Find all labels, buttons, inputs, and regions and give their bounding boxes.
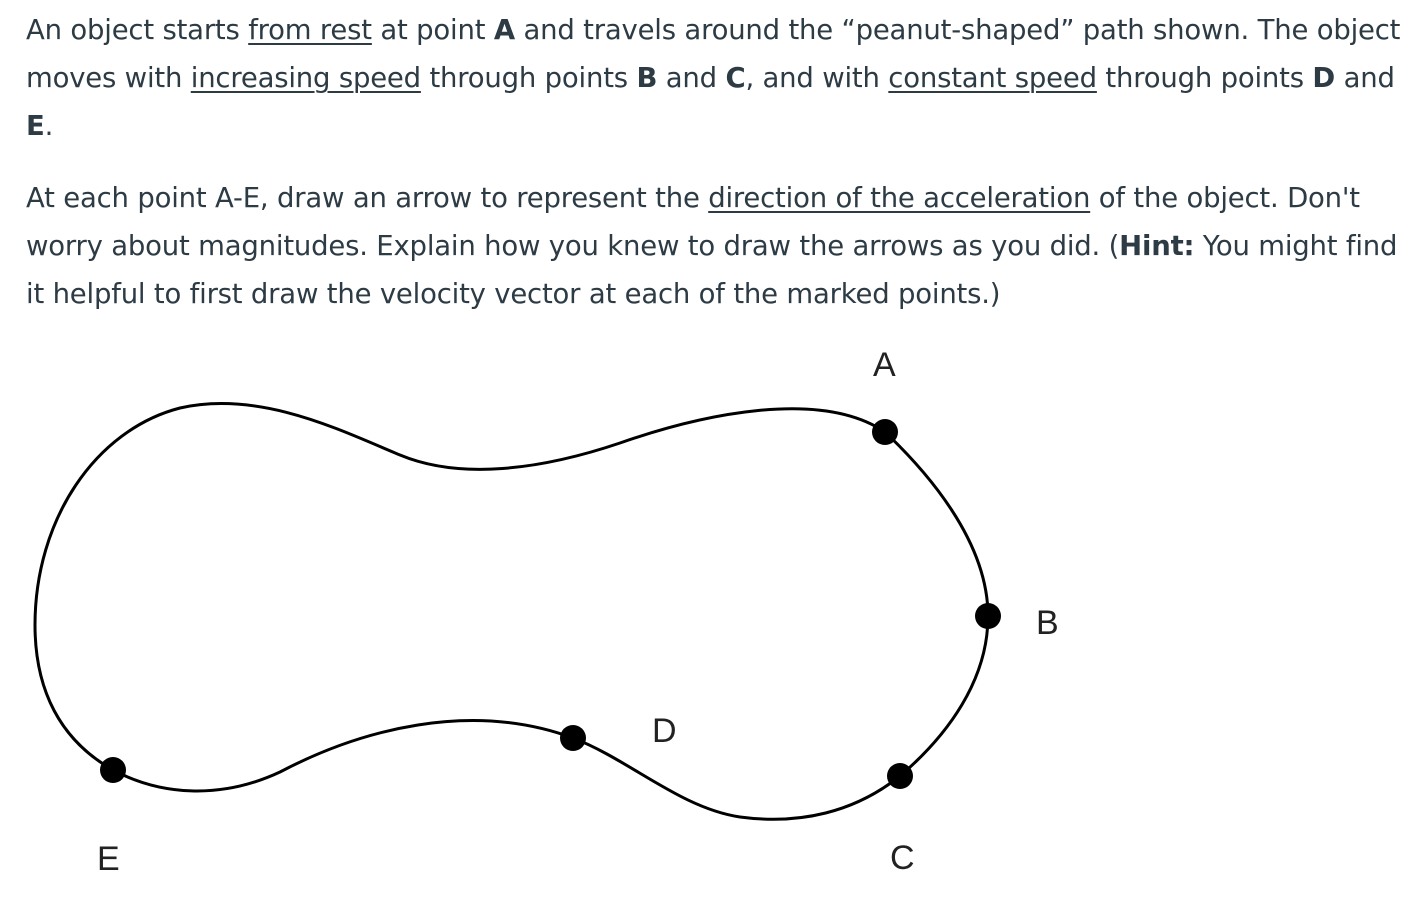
point-e-dot xyxy=(100,757,126,783)
label-e: E xyxy=(97,840,120,878)
text-segment: through points xyxy=(420,62,637,94)
underlined-phrase-constant-speed: constant speed xyxy=(888,62,1097,94)
text-segment: An object starts xyxy=(26,14,249,46)
underlined-phrase-direction-of-acceleration: direction of the acceleration xyxy=(708,182,1091,214)
bold-point-e: E xyxy=(26,110,45,142)
label-d: D xyxy=(652,712,677,750)
text-segment: and xyxy=(1335,62,1395,94)
label-b: B xyxy=(1036,604,1059,642)
bold-hint-label: Hint: xyxy=(1119,230,1195,262)
text-segment: You might find it helpful to first draw the velocity vector at each of the marked points.) xyxy=(26,230,1398,310)
underlined-phrase-from-rest: from rest xyxy=(248,14,372,46)
point-d-dot xyxy=(560,725,586,751)
text-segment: at point xyxy=(371,14,494,46)
underlined-phrase-increasing-speed: increasing speed xyxy=(190,62,421,94)
text-segment: At each point A-E, draw an arrow to represent the xyxy=(26,182,709,214)
text-segment: , and with xyxy=(745,62,889,94)
point-c-dot xyxy=(887,763,913,789)
text-segment: . xyxy=(44,110,54,142)
point-a-dot xyxy=(872,419,898,445)
peanut-shaped-path xyxy=(35,403,988,819)
point-b-dot xyxy=(975,603,1001,629)
bold-point-c: C xyxy=(725,62,746,94)
text-segment: and travels around the “peanut-shaped” path shown. The object moves with xyxy=(26,14,1401,94)
label-a: A xyxy=(873,346,896,384)
text-segment: through points xyxy=(1096,62,1313,94)
bold-point-d: D xyxy=(1312,62,1336,94)
bold-point-a: A xyxy=(493,14,515,46)
label-c: C xyxy=(890,839,915,877)
bold-point-b: B xyxy=(636,62,658,94)
text-segment: of the object. Don't worry about magnitudes. Explain how you knew to draw the arrows as you did. ( xyxy=(26,182,1360,262)
text-segment: and xyxy=(657,62,726,94)
